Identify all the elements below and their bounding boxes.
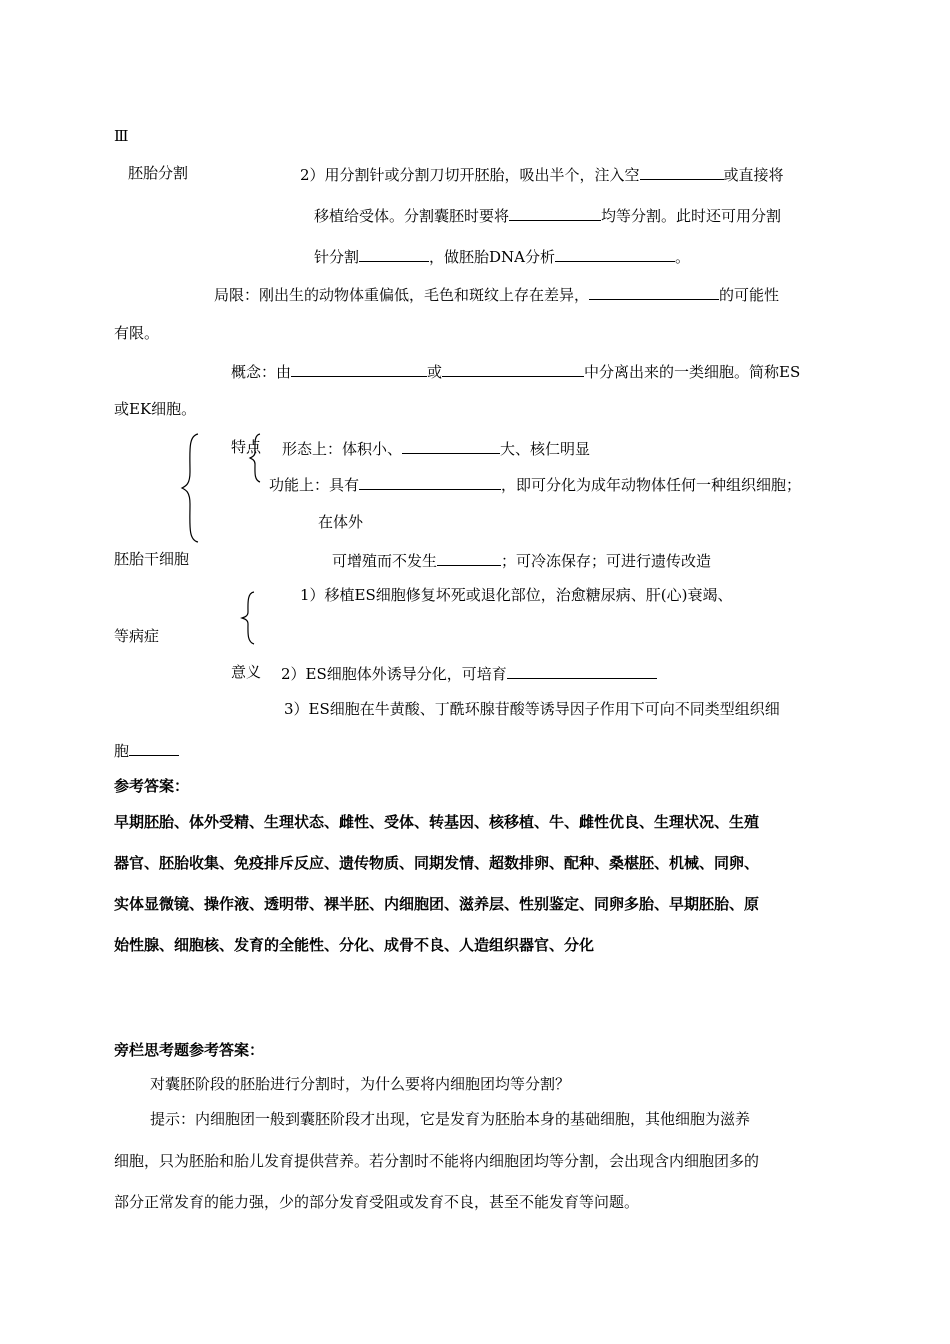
- text: 针分割: [314, 248, 360, 266]
- text: 或直接将: [723, 166, 784, 184]
- significance-1-cont: 等病症: [114, 627, 160, 645]
- blank: [402, 437, 500, 454]
- text: 中分离出来的一类细胞。简称ES: [584, 363, 801, 381]
- sidebar-question: 对囊胚阶段的胚胎进行分割时，为什么要将内细胞团均等分割？: [150, 1075, 571, 1093]
- text: 大、核仁明显: [500, 440, 591, 458]
- section-mark: Ⅲ: [114, 127, 129, 145]
- text: 2）ES细胞体外诱导分化，可培育: [281, 665, 507, 683]
- morphology-line: [282, 437, 590, 459]
- blank: [640, 163, 724, 180]
- text: 均等分割。此时还可用分割: [601, 207, 782, 225]
- text: 功能上：具有: [269, 476, 360, 494]
- limitation-line: [214, 283, 779, 305]
- proliferate-line: [332, 549, 711, 571]
- answers-line: 实体显微镜、操作液、透明带、裸半胚、内细胞团、滋养层、性别鉴定、同卵多胎、早期胚胎、原: [114, 895, 760, 913]
- text: 局限：刚出生的动物体重偏低，毛色和斑纹上存在差异，: [214, 286, 590, 304]
- function-line: [269, 473, 801, 495]
- in-vitro-text: 在体外: [318, 513, 364, 531]
- sidebar-hint-line: 提示：内细胞团一般到囊胚阶段才出现，它是发育为胚胎本身的基础细胞，其他细胞为滋养: [150, 1110, 751, 1128]
- sidebar-hint-line: 部分正常发育的能力强，少的部分发育受阻或发育不良，甚至不能发育等问题。: [114, 1193, 640, 1211]
- splitting-line-2: [314, 204, 781, 226]
- significance-2: [281, 662, 657, 684]
- blank: [291, 360, 427, 377]
- text: 胞: [114, 742, 130, 760]
- significance-1: 1）移植ES细胞修复坏死或退化部位，治愈糖尿病、肝(心)衰竭、: [300, 586, 733, 604]
- text: 概念：由: [231, 363, 292, 381]
- answers-line: 器官、胚胎收集、免疫排斥反应、遗传物质、同期发情、超数排卵、配种、桑椹胚、机械、同卵、: [114, 854, 760, 872]
- answers-line: 始性腺、细胞核、发育的全能性、分化、成骨不良、人造组织器官、分化: [114, 936, 595, 954]
- blank: [442, 360, 584, 377]
- text: 。: [675, 248, 691, 266]
- text: ，做胚胎DNA分析: [429, 248, 556, 266]
- text: ，即可分化为成年动物体任何一种组织细胞；: [501, 476, 802, 494]
- splitting-line-3: [314, 245, 690, 267]
- blank: [507, 662, 657, 679]
- blank: [129, 739, 179, 756]
- text: 的可能性: [719, 286, 780, 304]
- embryo-splitting-label: 胚胎分割: [128, 164, 189, 182]
- blank: [589, 283, 719, 300]
- sidebar-hint-line: 细胞，只为胚胎和胎儿发育提供营养。若分割时不能将内细胞团均等分割，会出现含内细胞团多的: [114, 1152, 760, 1170]
- significance-label: 意义: [231, 663, 262, 681]
- blank: [359, 245, 429, 262]
- text: 形态上：体积小、: [282, 440, 403, 458]
- answers-line: 早期胚胎、体外受精、生理状态、雌性、受体、转基因、核移植、牛、雌性优良、生理状况、生殖: [114, 813, 760, 831]
- concept-cont: 或EK细胞。: [114, 400, 197, 418]
- blank: [555, 245, 675, 262]
- text: ；可冷冻保存；可进行遗传改造: [501, 552, 712, 570]
- significance-3: 3）ES细胞在牛黄酸、丁酰环腺苷酸等诱导因子作用下可向不同类型组织细: [284, 700, 780, 718]
- blank: [437, 549, 501, 566]
- limitation-cont: 有限。: [114, 324, 160, 342]
- large-brace-icon: [180, 432, 202, 544]
- text: 移植给受体。分割囊胚时要将: [314, 207, 510, 225]
- features-label: 特点: [231, 438, 262, 456]
- es-cells-label: 胚胎干细胞: [114, 550, 190, 568]
- sidebar-heading: 旁栏思考题参考答案：: [114, 1041, 265, 1059]
- significance-3-cont: [114, 739, 179, 761]
- splitting-line-1: [300, 163, 784, 185]
- significance-brace-icon: [240, 590, 256, 646]
- concept-line: [231, 360, 800, 382]
- text: 2）用分割针或分割刀切开胚胎，吸出半个，注入空: [300, 166, 640, 184]
- answers-heading: 参考答案：: [114, 777, 190, 795]
- blank: [509, 204, 601, 221]
- text: 可增殖而不发生: [332, 552, 438, 570]
- blank: [359, 473, 501, 490]
- text: 或: [427, 363, 443, 381]
